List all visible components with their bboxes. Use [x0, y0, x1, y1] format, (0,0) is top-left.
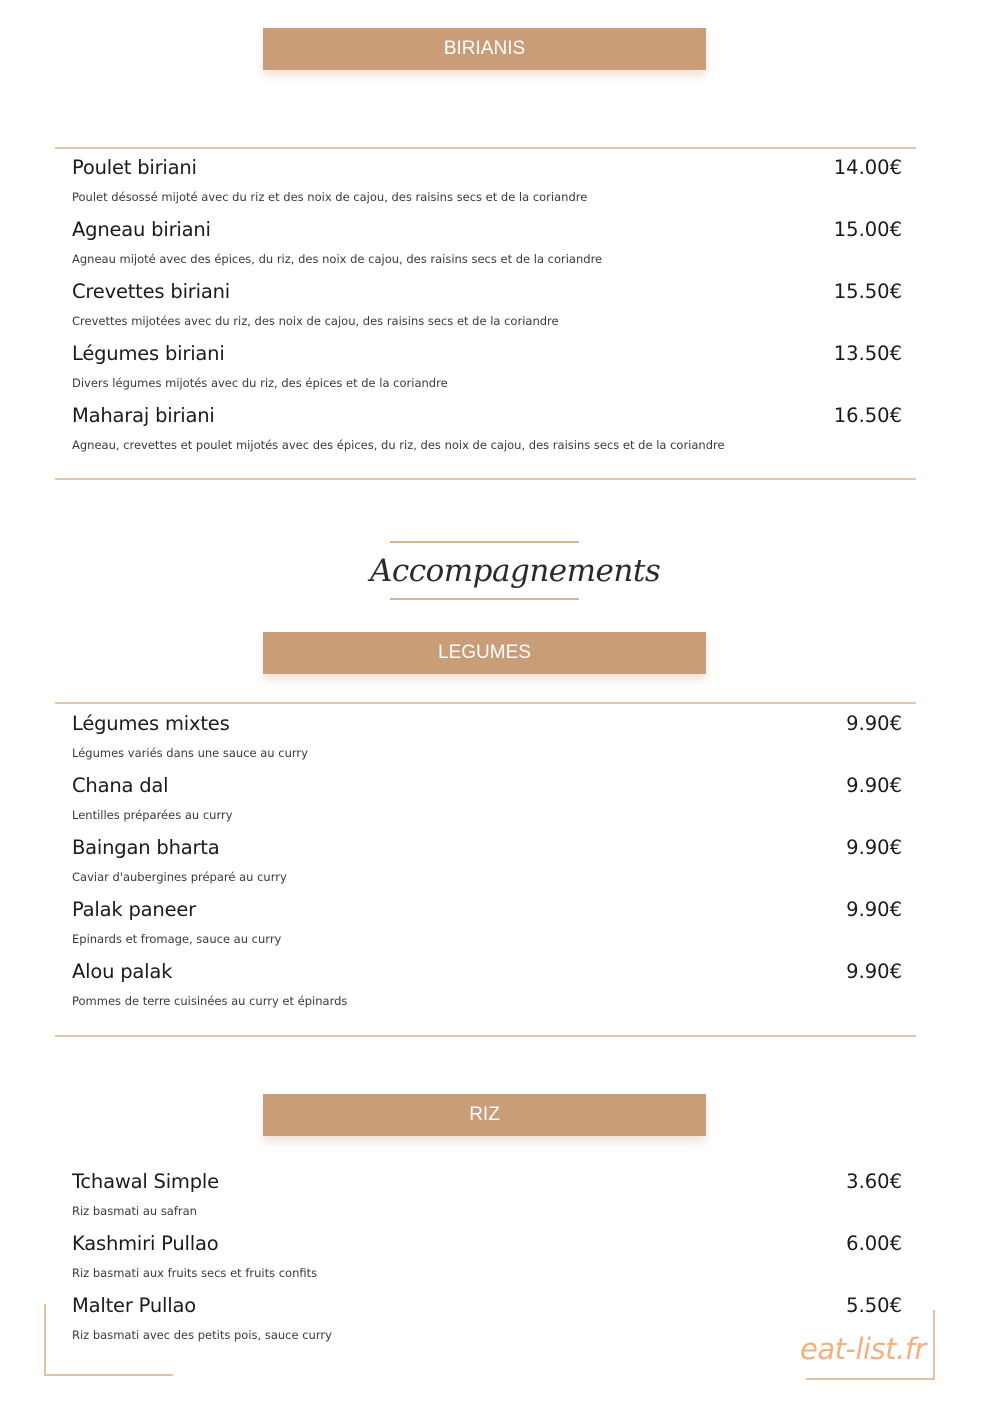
menu-item — [72, 404, 902, 466]
item-description: Divers légumes mijotés avec du riz, des épices et de la coriandre — [72, 376, 448, 390]
decorative-corner-left — [44, 1304, 173, 1376]
title-line-bottom — [390, 598, 579, 600]
item-price: 9.90€ — [846, 774, 902, 797]
item-price: 9.90€ — [846, 960, 902, 983]
item-description: Riz basmati avec des petits pois, sauce curry — [72, 1328, 332, 1342]
item-description: Lentilles préparées au curry — [72, 808, 233, 822]
item-price: 15.50€ — [833, 280, 902, 303]
section-rule-bottom — [55, 1035, 916, 1037]
menu-item — [72, 774, 902, 836]
item-name: Kashmiri Pullao — [72, 1232, 219, 1255]
menu-item — [72, 280, 902, 342]
item-price: 15.00€ — [833, 218, 902, 241]
item-description: Agneau, crevettes et poulet mijotés avec des épices, du riz, des noix de cajou, des raisins secs et de la coriandre — [72, 438, 725, 452]
item-name: Agneau biriani — [72, 218, 211, 241]
item-description: Légumes variés dans une sauce au curry — [72, 746, 308, 760]
menu-item — [72, 1294, 902, 1356]
menu-item — [72, 342, 902, 404]
item-name: Tchawal Simple — [72, 1170, 219, 1193]
item-description: Riz basmati aux fruits secs et fruits confits — [72, 1266, 318, 1280]
item-name: Légumes mixtes — [72, 712, 230, 735]
item-price: 14.00€ — [833, 156, 902, 179]
item-name: Malter Pullao — [72, 1294, 196, 1317]
item-price: 5.50€ — [846, 1294, 902, 1317]
menu-item — [72, 836, 902, 898]
item-price: 9.90€ — [846, 836, 902, 859]
title-line-top — [390, 541, 579, 543]
section-banner-legumes: LEGUMES — [263, 632, 706, 674]
item-name: Baingan bharta — [72, 836, 220, 859]
item-name: Alou palak — [72, 960, 173, 983]
item-price: 16.50€ — [833, 404, 902, 427]
item-price: 9.90€ — [846, 712, 902, 735]
item-price: 13.50€ — [833, 342, 902, 365]
menu-item — [72, 960, 902, 1022]
item-description: Poulet désossé mijoté avec du riz et des noix de cajou, des raisins secs et de la coriandre — [72, 190, 588, 204]
menu-item — [72, 156, 902, 218]
birianis-list — [72, 156, 902, 466]
legumes-list — [72, 712, 902, 1022]
item-name: Chana dal — [72, 774, 169, 797]
menu-item — [72, 712, 902, 774]
item-name: Légumes biriani — [72, 342, 225, 365]
section-rule-bottom — [55, 478, 916, 480]
item-name: Crevettes biriani — [72, 280, 230, 303]
menu-item — [72, 1232, 902, 1294]
menu-item — [72, 898, 902, 960]
section-rule-top — [55, 147, 916, 149]
section-rule-top — [55, 702, 916, 704]
item-description: Caviar d'aubergines préparé au curry — [72, 870, 287, 884]
accompagnements-title: Accompagnements — [370, 553, 661, 589]
item-name: Palak paneer — [72, 898, 196, 921]
item-description: Riz basmati au safran — [72, 1204, 197, 1218]
section-banner-birianis: BIRIANIS — [263, 28, 706, 70]
item-name: Maharaj biriani — [72, 404, 215, 427]
item-price: 3.60€ — [846, 1170, 902, 1193]
item-name: Poulet biriani — [72, 156, 197, 179]
item-price: 9.90€ — [846, 898, 902, 921]
menu-item — [72, 1170, 902, 1232]
item-description: Epinards et fromage, sauce au curry — [72, 932, 282, 946]
item-description: Agneau mijoté avec des épices, du riz, des noix de cajou, des raisins secs et de la coriandre — [72, 252, 603, 266]
item-description: Crevettes mijotées avec du riz, des noix de cajou, des raisins secs et de la coriandre — [72, 314, 559, 328]
watermark: eat-list.fr — [800, 1332, 926, 1366]
item-description: Pommes de terre cuisinées au curry et épinards — [72, 994, 348, 1008]
section-banner-riz: RIZ — [263, 1094, 706, 1136]
item-price: 6.00€ — [846, 1232, 902, 1255]
menu-item — [72, 218, 902, 280]
riz-list — [72, 1170, 902, 1356]
